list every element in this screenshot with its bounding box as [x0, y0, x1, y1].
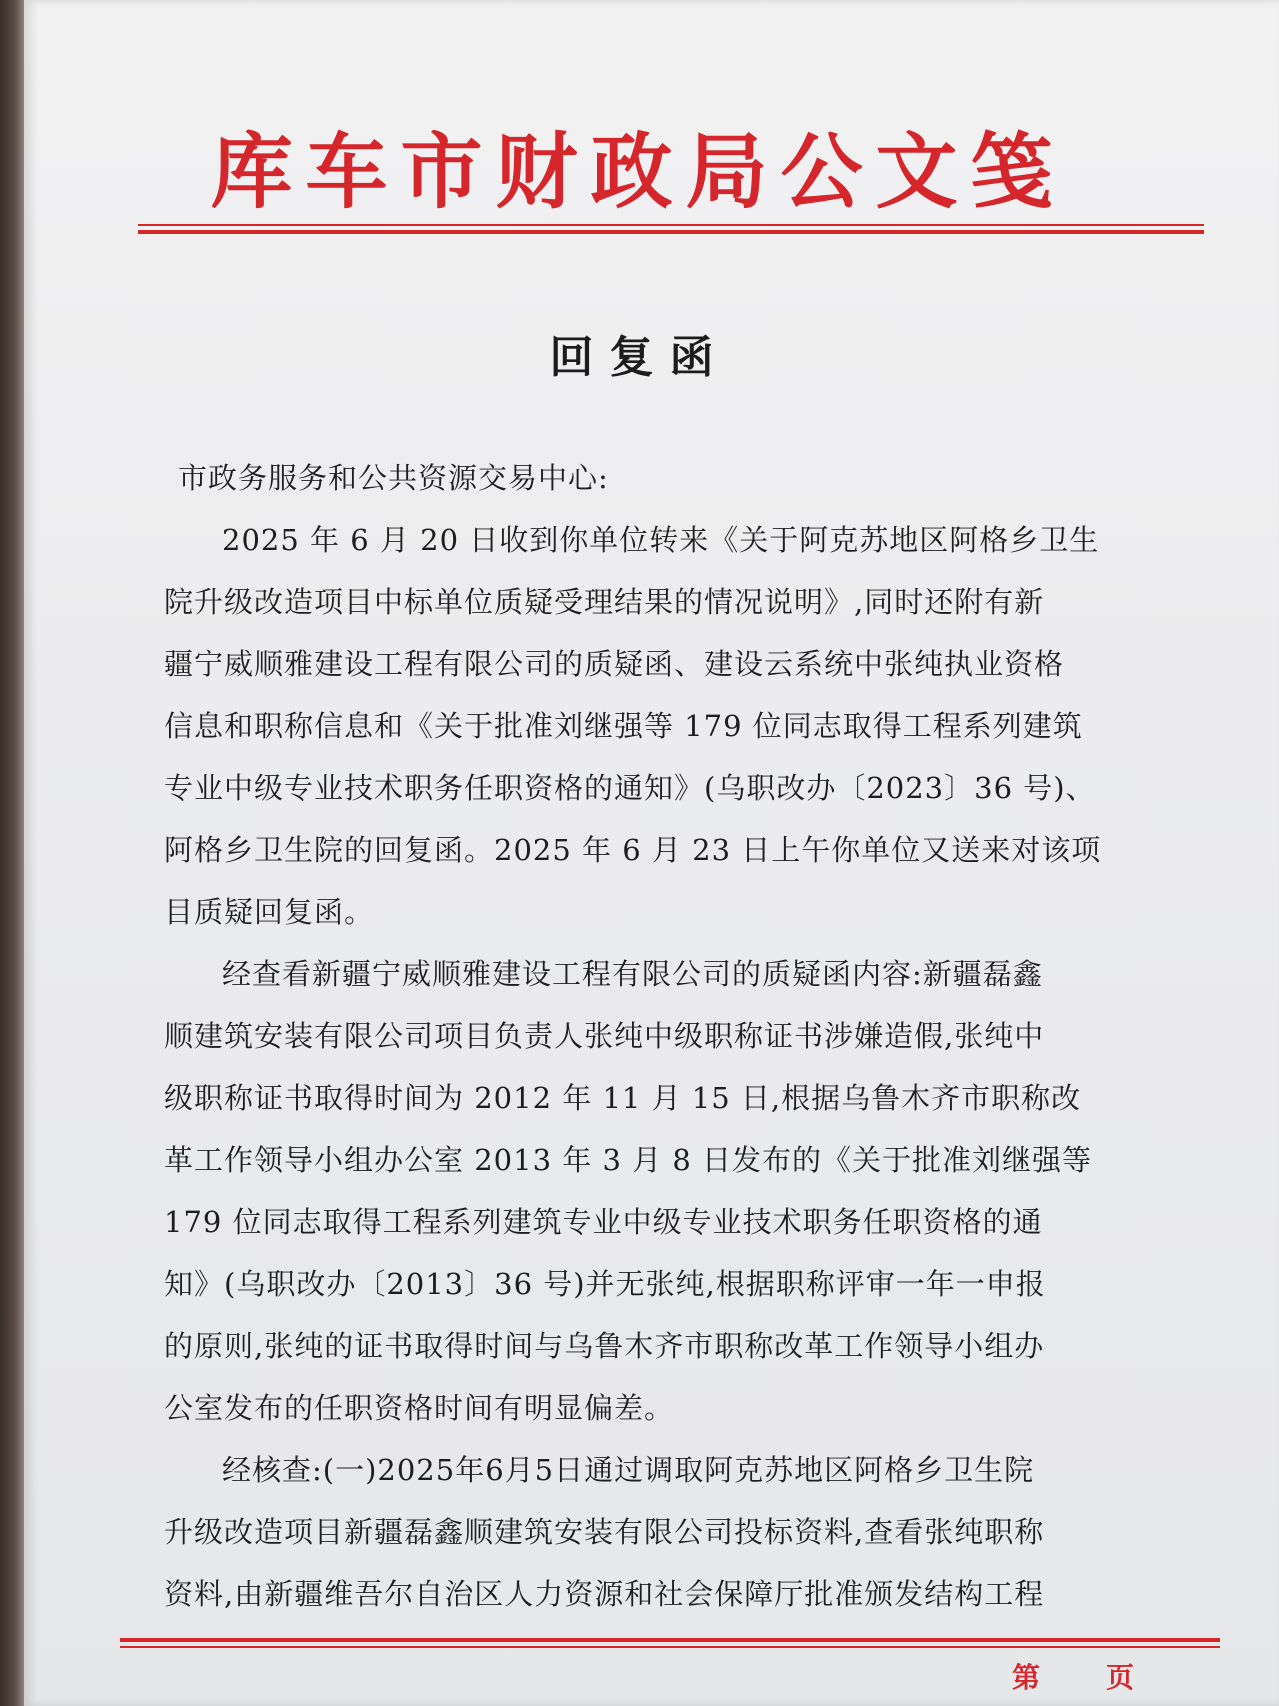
paragraph-line: 经查看新疆宁威顺雅建设工程有限公司的质疑函内容:新疆磊鑫	[222, 957, 1043, 991]
letterhead-rule-bottom	[138, 230, 1204, 234]
footer-page-label-right: 页	[1106, 1661, 1135, 1694]
footer-rule-top	[120, 1638, 1220, 1642]
addressee: 市政务服务和公共资源交易中心:	[178, 461, 609, 495]
paragraph-line: 目质疑回复函。	[164, 895, 375, 929]
paragraph-line: 级职称证书取得时间为 2012 年 11 月 15 日,根据乌鲁木齐市职称改	[164, 1081, 1082, 1115]
footer-rule-bottom	[120, 1646, 1220, 1648]
paragraph-line: 专业中级专业技术职务任职资格的通知》(乌职改办〔2023〕36 号)、	[164, 771, 1096, 805]
paragraph-line: 经核查:(一)2025年6月5日通过调取阿克苏地区阿格乡卫生院	[222, 1453, 1035, 1487]
paragraph-line: 资料,由新疆维吾尔自治区人力资源和社会保障厅批准颁发结构工程	[164, 1577, 1045, 1611]
paragraph-line: 院升级改造项目中标单位质疑受理结果的情况说明》,同时还附有新	[164, 585, 1045, 619]
paragraph-line: 信息和职称信息和《关于批准刘继强等 179 位同志取得工程系列建筑	[164, 709, 1083, 743]
photo-left-edge	[0, 0, 24, 1706]
letterhead-title: 库车市财政局公文笺	[210, 125, 1066, 220]
paragraph-line: 知》(乌职改办〔2013〕36 号)并无张纯,根据职称评审一年一申报	[164, 1267, 1046, 1301]
paragraph-line: 升级改造项目新疆磊鑫顺建筑安装有限公司投标资料,查看张纯职称	[164, 1515, 1045, 1549]
paragraph-line: 公室发布的任职资格时间有明显偏差。	[164, 1391, 675, 1425]
letterhead-rule-top	[138, 224, 1204, 226]
document-title: 回复函	[549, 332, 730, 383]
paragraph-line: 179 位同志取得工程系列建筑专业中级专业技术职务任职资格的通	[164, 1205, 1043, 1239]
paragraph-line: 革工作领导小组办公室 2013 年 3 月 8 日发布的《关于批准刘继强等	[164, 1143, 1093, 1177]
paragraph-line: 顺建筑安装有限公司项目负责人张纯中级职称证书涉嫌造假,张纯中	[164, 1019, 1045, 1053]
paragraph-line: 2025 年 6 月 20 日收到你单位转来《关于阿克苏地区阿格乡卫生	[222, 523, 1100, 557]
paragraph-line: 的原则,张纯的证书取得时间与乌鲁木齐市职称改革工作领导小组办	[164, 1329, 1045, 1363]
footer-page-label-left: 第	[1012, 1661, 1041, 1694]
paragraph-line: 阿格乡卫生院的回复函。2025 年 6 月 23 日上午你单位又送来对该项	[164, 833, 1102, 867]
paragraph-line: 疆宁威顺雅建设工程有限公司的质疑函、建设云系统中张纯执业资格	[164, 647, 1065, 681]
